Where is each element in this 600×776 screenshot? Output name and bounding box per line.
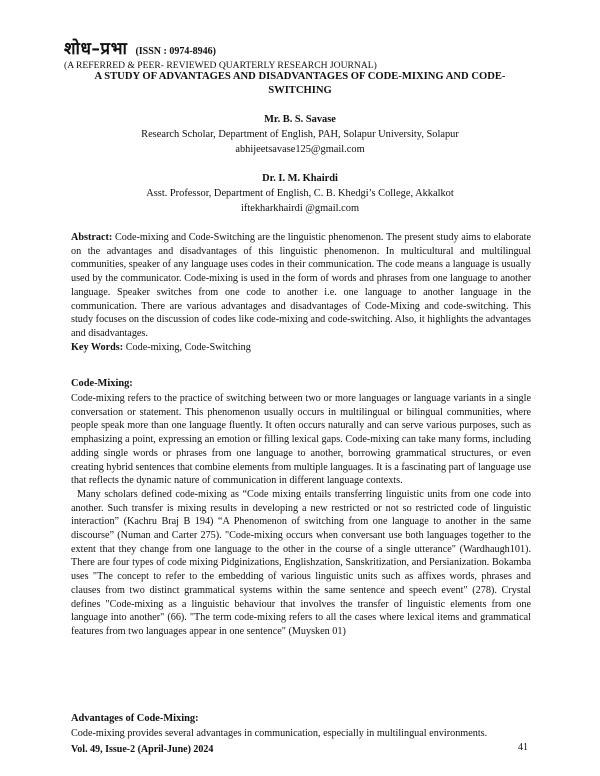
page-number: 41 (518, 742, 528, 753)
journal-logo: शोध–प्रभा (64, 39, 128, 59)
paragraph: Code-mixing refers to the practice of switching between two or more languages or language variants in a single conversation or statement. This phenomenon usually occurs in multilingual or bilingual communities, where people speak more than one language fluently. It often occurs naturally and can serve various purposes, such as emphasizing a point, expressing an emotion or filling lexical gaps. Code-mixing can take many forms, including adding single words or phrases from one language to another, borrowing grammatical structures, or even creating hybrid sentences that combine elements from multiple languages. It is a fascinating part of language use that reflects the dynamic nature of communication in different language contexts. (71, 393, 531, 487)
paragraph: Many scholars defined code-mixing as “Code mixing entails transferring linguistic units from one code into another. Such transfer is mixing results in developing a new restricted or not so restricted code of linguistic interaction” (Kachru Braj B 194) “A Phenomenon of switching from one language to another in the same discourse” (Numan and Carter 275). "Code-mixing occurs when conversant use both languages together to the extent that they change from one language to the other in the course of a single utterance" (Wardhaugh101). There are four types of code mixing Pidginizations, Englishzation, Sanskritization, and Persianization. Bokamba uses "The concept to refer to the embedding of various linguistic units such as affixes words, phrases and clauses from two distinct grammatical systems within the same sentence and speech event" (278). Crystal defines "Code-mixing as a linguistic behaviour that involves the transfer of linguistic elements from one language into another" (66). "The term code-mixing refers to all the cases where lexical items and grammatical features from two languages appear in one sentence" (Muysken 01) (71, 488, 531, 637)
footer-volume: Vol. 49, Issue-2 (April-June) 2024 (71, 744, 214, 755)
abstract-text: Code-mixing and Code-Switching are the linguistic phenomenon. The present study aims to elaborate on the advantages and disadvantages of this linguistic phenomenon. In multicultural and multilingual communities, speaker of any language uses codes in their communication. The code means a language is usually used by the communicator. Code-mixing is used in the form of words and phrases from one language to another language. Speaker switches from one code to another i.e. one language to another language in the communication. There are various advantages and disadvantages of Code-Mixing and code-switching. This study focuses on the discussion of codes like code-mixing and code-switching. Also, it highlights the advantages and disadvantages. (71, 232, 531, 339)
author-affiliation: Research Scholar, Department of English, PAH, Solapur University, Solapur (141, 129, 459, 140)
section-code-mixing (71, 392, 531, 639)
paragraph: Code-mixing provides several advantages in communication, especially in multilingual environments. (71, 728, 488, 739)
author-name: Mr. B. S. Savase (264, 114, 336, 125)
abstract (71, 231, 531, 354)
section-advantages (71, 727, 531, 741)
keywords: Code-mixing, Code-Switching (123, 341, 251, 353)
issn: (ISSN : 0974-8946) (135, 46, 217, 57)
author-2 (64, 171, 536, 216)
author-email: iftekharkhairdi @gmail.com (240, 203, 360, 214)
masthead (64, 36, 534, 59)
keywords-label: Key Words: (71, 341, 124, 353)
paper-title: A STUDY OF ADVANTAGES AND DISADVANTAGES OF CODE-MIXING AND CODE-SWITCHING (94, 71, 506, 96)
author-affiliation: Asst. Professor, Department of English, C. B. Khedgi’s College, Akkalkot (146, 188, 454, 199)
journal-type: (A REFERRED & PEER- REVIEWED QUARTERLY RESEARCH JOURNAL) (64, 60, 377, 71)
author-name: Dr. I. M. Khairdi (262, 173, 338, 184)
journal-header (64, 36, 534, 71)
abstract-label: Abstract: (71, 232, 113, 243)
section-heading-code-mixing: Code-Mixing: (71, 378, 133, 389)
author-1 (64, 112, 536, 157)
author-email: abhijeetsavase125@gmail.com (235, 144, 365, 155)
section-heading-advantages: Advantages of Code-Mixing: (71, 713, 199, 724)
